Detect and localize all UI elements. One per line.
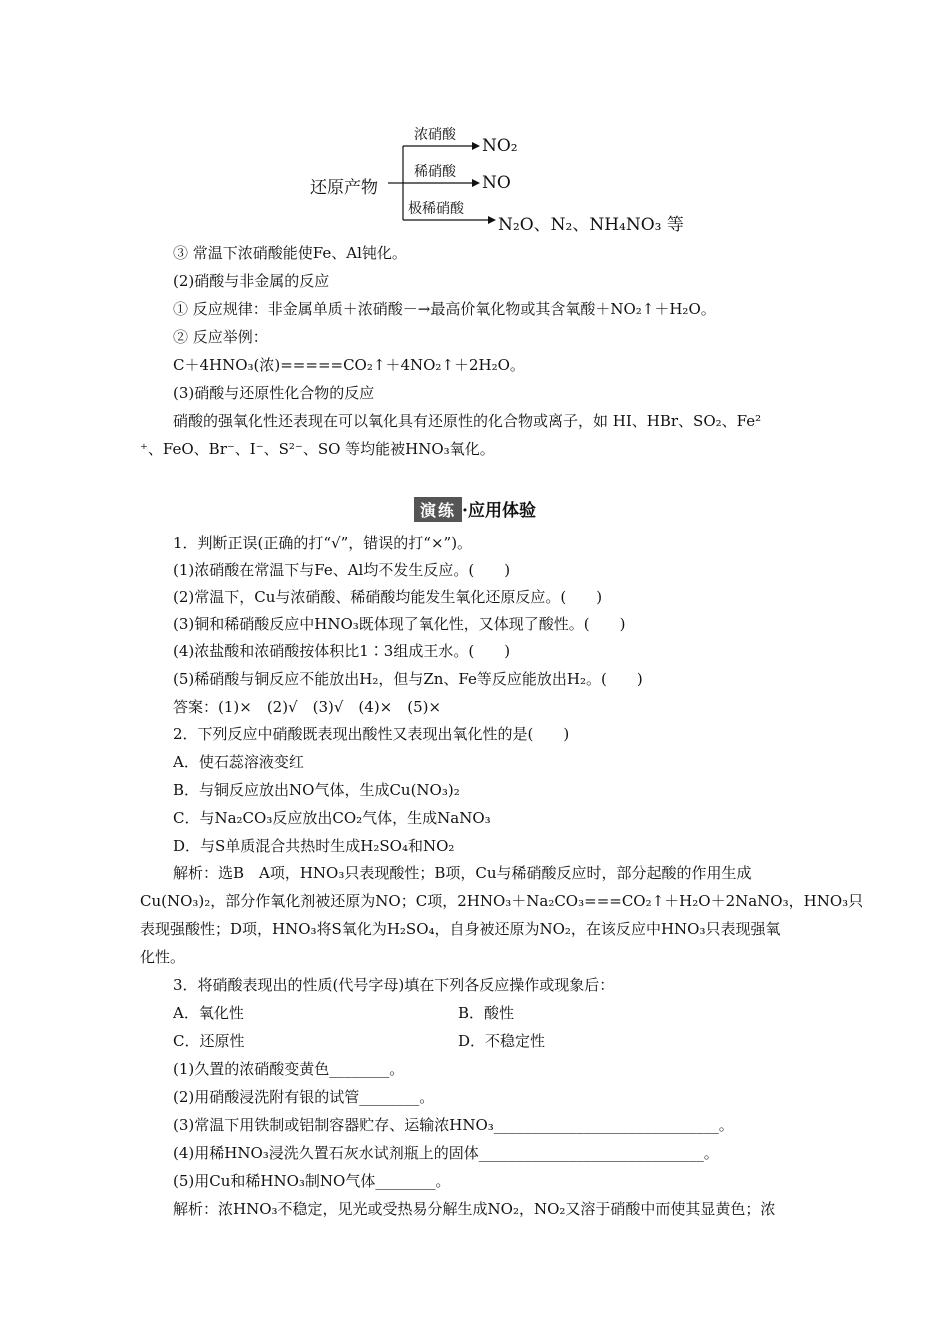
- question-3-item: (3)常温下用铁制或铝制容器贮存、运输浓HNO₃______________________________。: [173, 1116, 734, 1134]
- question-3-explanation: 解析：浓HNO₃不稳定，见光或受热易分解生成NO₂，NO₂又溶于硝酸中而使其显黄色；浓: [173, 1200, 776, 1218]
- text-line: ③ 常温下浓硝酸能使Fe、Al钝化。: [173, 244, 407, 262]
- diagram-root: 还原产物: [310, 178, 378, 198]
- question-1-item: (4)浓盐酸和浓硝酸按体积比1∶3组成王水。( ): [173, 642, 511, 660]
- question-2-explanation: Cu(NO₃)₂，部分作氧化剂被还原为NO；C项，2HNO₃＋Na₂CO₃===CO₂↑＋H₂O＋2NaNO₃，HNO₃只: [140, 892, 864, 910]
- question-3-option-d: D．不稳定性: [458, 1032, 546, 1050]
- question-1-answer: 答案：(1)× (2)√ (3)√ (4)× (5)×: [173, 698, 442, 716]
- question-2-option: B．与铜反应放出NO气体，生成Cu(NO₃)₂: [173, 781, 460, 799]
- section-title: ·应用体验: [462, 501, 536, 521]
- text-line: (2)硝酸与非金属的反应: [173, 272, 330, 290]
- question-1-item: (5)稀硝酸与铜反应不能放出H₂，但与Zn、Fe等反应能放出H₂。( ): [173, 670, 643, 688]
- question-1-item: (3)铜和稀硝酸反应中HNO₃既体现了氧化性，又体现了酸性。( ): [173, 615, 626, 633]
- question-2-explanation: 表现强酸性；D项，HNO₃将S氧化为H₂SO₄，自身被还原为NO₂，在该反应中HNO₃只表现强氧: [140, 920, 781, 938]
- product-no2: NO₂: [482, 136, 518, 156]
- text-line: ⁺、FeO、Br⁻、I⁻、S²⁻、SO 等均能被HNO₃氧化。: [140, 440, 495, 458]
- text-line: ① 反应规律：非金属单质＋浓硝酸－→最高价氧化物或其含氧酸＋NO₂↑＋H₂O。: [173, 300, 716, 318]
- question-3-item: (2)用硝酸浸洗附有银的试管________。: [173, 1088, 435, 1106]
- question-1-item: (2)常温下，Cu与浓硝酸、稀硝酸均能发生氧化还原反应。( ): [173, 588, 603, 606]
- question-3-option-b: B．酸性: [458, 1004, 515, 1022]
- question-2-explanation: 化性。: [140, 948, 186, 966]
- text-line: ② 反应举例：: [173, 328, 268, 346]
- product-others: N₂O、N₂、NH₄NO₃ 等: [498, 215, 684, 235]
- question-3-option-a: A．氧化性: [173, 1004, 244, 1022]
- question-1-stem: 1．判断正误(正确的打“√”，错误的打“×”)。: [173, 534, 473, 552]
- reduction-products-diagram: [300, 118, 720, 238]
- equation-line: C＋4HNO₃(浓)=====CO₂↑＋4NO₂↑＋2H₂O。: [173, 356, 525, 374]
- product-no: NO: [482, 173, 511, 193]
- condition-dilute: 稀硝酸: [414, 164, 456, 180]
- condition-concentrated: 浓硝酸: [414, 127, 456, 143]
- question-3-option-c: C．还原性: [173, 1032, 245, 1050]
- question-2-option: D．与S单质混合共热时生成H₂SO₄和NO₂: [173, 837, 455, 855]
- question-3-item: (5)用Cu和稀HNO₃制NO气体________。: [173, 1172, 451, 1190]
- question-1-item: (1)浓硝酸在常温下与Fe、Al均不发生反应。( ): [173, 561, 511, 579]
- section-heading: [0, 496, 950, 522]
- question-2-option: A．使石蕊溶液变红: [173, 753, 304, 771]
- question-3-item: (1)久置的浓硝酸变黄色________。: [173, 1060, 405, 1078]
- question-2-option: C．与Na₂CO₃反应放出CO₂气体，生成NaNO₃: [173, 809, 491, 827]
- question-2-explanation: 解析：选B A项，HNO₃只表现酸性；B项，Cu与稀硝酸反应时，部分起酸的作用生成: [173, 864, 752, 882]
- question-2-stem: 2．下列反应中硝酸既表现出酸性又表现出氧化性的是( ): [173, 725, 570, 743]
- question-3-item: (4)用稀HNO₃浸洗久置石灰水试剂瓶上的固体______________________________。: [173, 1144, 719, 1162]
- text-line: 硝酸的强氧化性还表现在可以氧化具有还原性的化合物或离子，如 HI、HBr、SO₂、Fe²: [173, 412, 762, 430]
- text-line: (3)硝酸与还原性化合物的反应: [173, 384, 375, 402]
- section-badge: 演练: [414, 497, 462, 522]
- question-3-stem: 3．将硝酸表现出的性质(代号字母)填在下列各反应操作或现象后：: [173, 976, 615, 994]
- condition-very-dilute: 极稀硝酸: [408, 201, 464, 217]
